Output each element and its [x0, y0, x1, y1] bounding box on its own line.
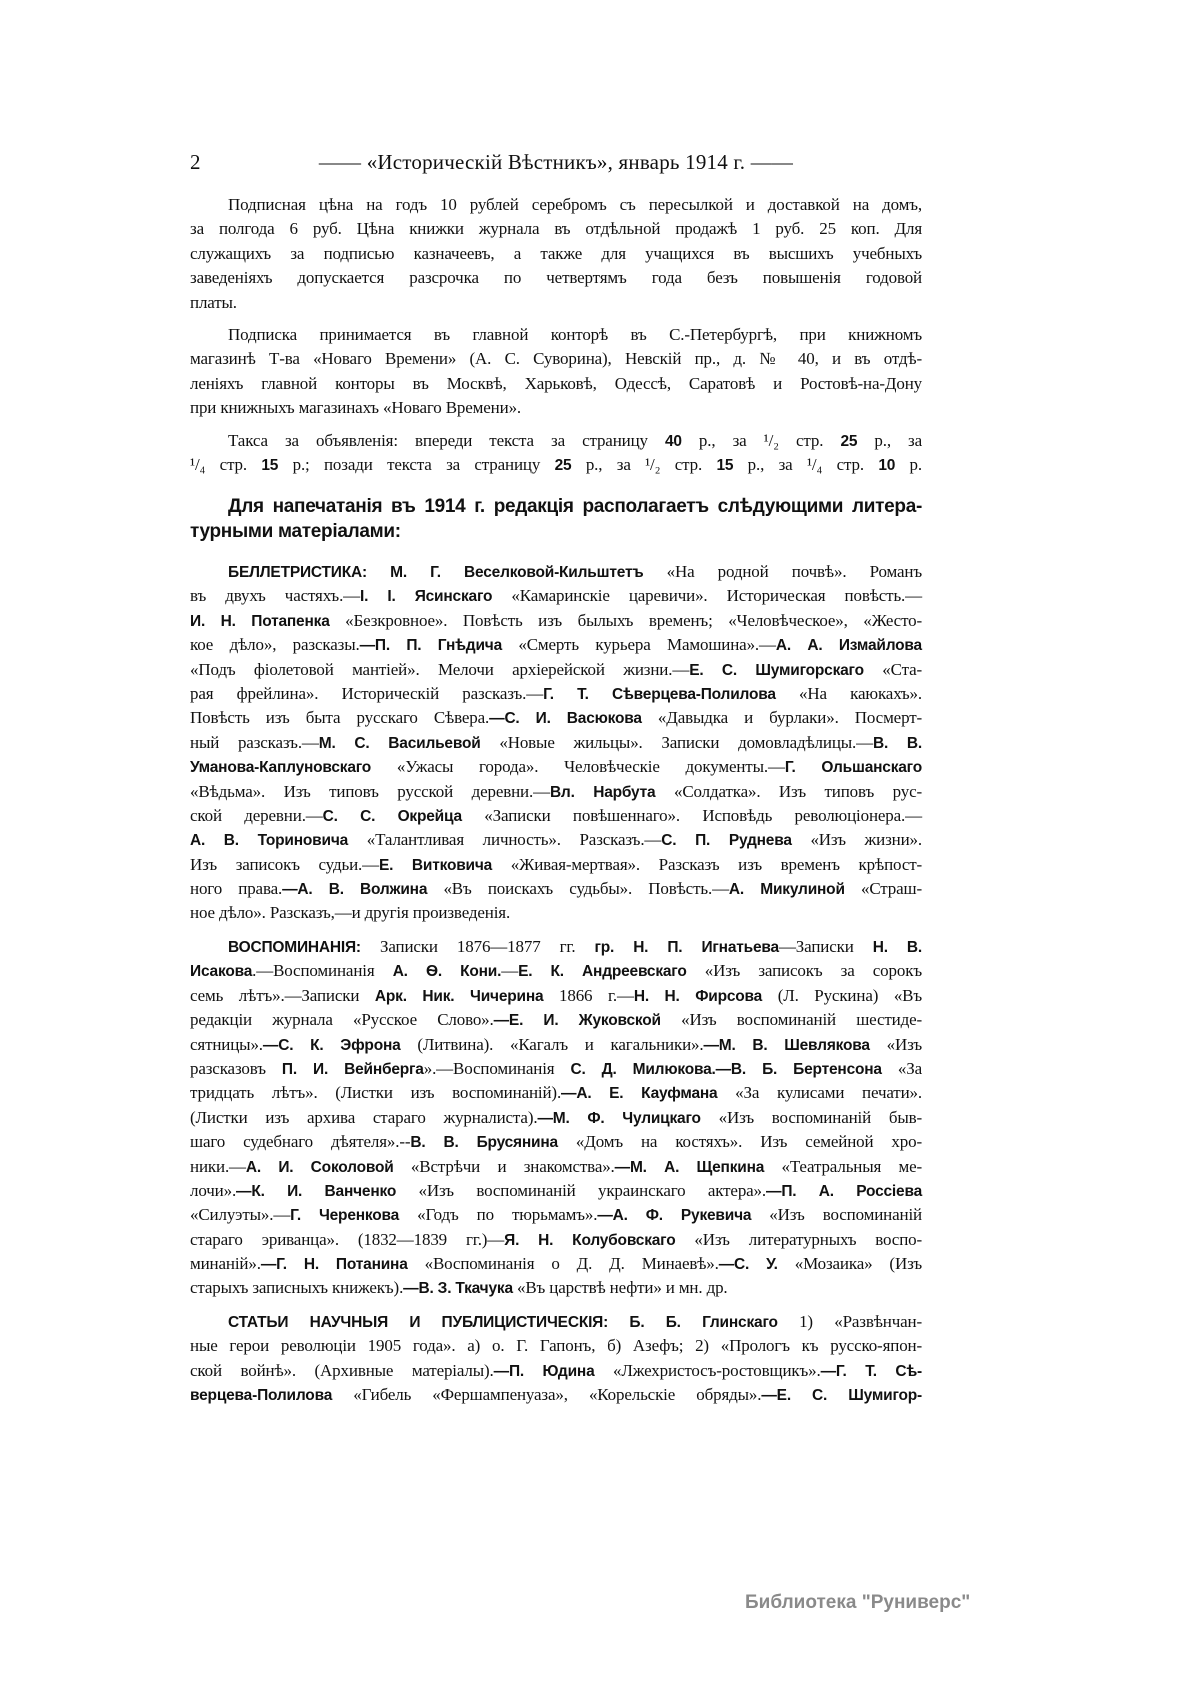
running-header [190, 150, 922, 180]
text: (Литвина). «Кагалъ и кагальники». [400, 1034, 704, 1054]
text-line [190, 429, 922, 453]
bold-text: 10 [878, 457, 896, 475]
text-line [190, 780, 922, 804]
text: стараго эриванца». (1832—1839 гг.)— [190, 1229, 505, 1249]
bold-text: Г. Ольшанскаго [784, 759, 922, 777]
bold-text: В. В. Брусянина [410, 1134, 558, 1152]
text-line [190, 877, 922, 901]
bold-text: Е. К. Андреевскаго [518, 963, 687, 981]
paragraph-ad-rates [190, 429, 922, 478]
page-number: 2 [190, 150, 201, 174]
text: «Изъ литературныхъ воспо- [675, 1229, 923, 1249]
bold-text: П. И. Вейнберга [281, 1060, 424, 1078]
text: въ двухъ частяхъ.— [190, 586, 361, 606]
text: кое дѣло», разсказы. [190, 635, 360, 655]
text-line [190, 609, 922, 633]
text-line [190, 1252, 922, 1276]
text: «Страш- [844, 879, 922, 899]
text: 1) «Развѣнчан- [777, 1312, 922, 1331]
text: «Изъ записокъ за сорокъ [686, 961, 922, 981]
text: «На родной почвѣ». Романъ [643, 562, 922, 581]
bold-text: С. Д. Милюкова.—В. Б. Бертенсона [570, 1060, 882, 1078]
text: «Силуэты».— [190, 1205, 291, 1225]
text: «Изъ воспоминаній украинскаго актера». [396, 1180, 767, 1200]
text: «За [881, 1058, 922, 1078]
text: 1866 г.— [543, 985, 634, 1005]
bold-text: Н. Н. Фирсова [633, 987, 763, 1005]
text: «Изъ воспоминаній [751, 1205, 922, 1225]
text: минаній». [190, 1254, 261, 1274]
text: «Встрѣчи и знакомства». [393, 1156, 615, 1176]
text: Записки 1876—1877 гг. [360, 937, 595, 956]
text-line [190, 217, 922, 241]
bold-text: —М. А. Щепкина [614, 1158, 765, 1176]
bold-text: —К. И. Ванченко [236, 1182, 397, 1200]
text: при книжныхъ магазинахъ «Новаго Времени». [190, 398, 522, 418]
text-line [190, 1334, 922, 1358]
text-line [190, 1179, 922, 1203]
text-line [190, 1130, 922, 1154]
bold-text: А. Микулиной [728, 881, 845, 899]
bold-text: —П. П. Гнѣдича [359, 637, 502, 655]
text: «За кулисами печати». [717, 1083, 922, 1103]
text-line [190, 560, 922, 584]
text: «Талантливая личность». Разсказъ.— [348, 830, 662, 850]
text: ные герои революціи 1905 года». а) о. Г. Гапонъ, б) Азефъ; 2) «Прологъ къ русско-япон- [190, 1336, 922, 1356]
paragraph-subscription-offices [190, 323, 922, 421]
paragraph-articles [190, 1310, 922, 1408]
bold-text: ВОСПОМИНАНІЯ: [228, 939, 361, 956]
bold-text: —С. К. Эфрона [262, 1036, 401, 1054]
text: —Записки [778, 937, 873, 956]
text: разсказовъ [190, 1058, 282, 1078]
paragraph-memoirs [190, 935, 922, 1301]
text-line [190, 1155, 922, 1179]
text-line [190, 1008, 922, 1032]
bold-text: Г. Т. Сѣверцева-Полилова [543, 685, 776, 703]
text: р., за ¹/₂ стр. [681, 431, 841, 450]
text: Подписка принимается въ главной конторѣ въ С.-Петербургѣ, при книжномъ [228, 325, 922, 344]
text: «Годъ по тюрьмамъ». [399, 1205, 598, 1225]
text: ный разсказъ.— [190, 732, 319, 752]
text-line [190, 804, 922, 828]
bold-text: А. А. Измайлова [775, 637, 922, 655]
text: «Въ поискахъ судьбы». Повѣсть.— [427, 879, 729, 899]
text: Для напечатанія въ 1914 г. редакція располагаетъ слѣдующими литера- [228, 496, 922, 517]
text: «Домъ на костяхъ». Изъ семейной хро- [557, 1132, 922, 1152]
bold-text: гр. Н. П. Игнатьева [594, 939, 779, 956]
text: ное дѣло». Разсказъ,—и другія произведенія. [190, 903, 511, 923]
bold-text: —А. Е. Кауфмана [561, 1085, 718, 1103]
bold-text: А. И. Соколовой [245, 1158, 394, 1176]
text-line [190, 291, 922, 315]
text-line [190, 1106, 922, 1130]
text: «Въ царствѣ нефти» и мн. др. [512, 1278, 728, 1298]
bold-text: —А. Ф. Рукевича [597, 1207, 752, 1225]
text: «Давыдка и бурлаки». Посмерт- [641, 708, 922, 728]
text: «Вѣдьма». Изъ типовъ русской деревни.— [190, 781, 550, 801]
text-line [190, 1276, 922, 1300]
text-line [190, 731, 922, 755]
bold-text: С. С. Окрейца [322, 807, 462, 825]
text-line [190, 584, 922, 608]
bold-text: —С. И. Васюкова [489, 710, 642, 728]
bold-text: —В. З. Ткачука [403, 1280, 513, 1298]
text: рая фрейлина». Историческій разсказъ.— [190, 683, 544, 703]
text: «Живая-мертвая». Разсказъ изъ временъ крѣпост- [492, 854, 923, 874]
bold-text: —П. Юдина [493, 1362, 595, 1380]
text-line [190, 755, 922, 779]
bold-text: Я. Н. Колубовскаго [504, 1231, 676, 1249]
bold-text: 40 [665, 433, 682, 450]
text: магазинѣ Т-ва «Новаго Времени» (А. С. Суворина), Невскій пр., д. № 40, и въ отдѣ- [190, 349, 922, 369]
text-line [190, 853, 922, 877]
bold-text: верцева-Полилова [190, 1387, 333, 1405]
text: семь лѣтъ».—Записки [190, 985, 375, 1005]
bold-text: А. Ѳ. Кони. [392, 963, 502, 981]
library-watermark: Библиотека "Руниверс" [745, 1592, 971, 1613]
text: р. [895, 455, 922, 475]
text: — [501, 961, 519, 981]
bold-text: В. В. [873, 734, 922, 752]
text: «Изъ воспоминаній шестиде- [660, 1010, 922, 1030]
text: старыхъ записныхъ книжекъ). [190, 1278, 404, 1298]
bold-text: 25 [554, 457, 572, 475]
text-line [190, 453, 922, 477]
text: платы. [190, 292, 237, 312]
text: за полгода 6 руб. Цѣна книжки журнала въ отдѣльной продажѣ 1 руб. 25 коп. Для [190, 219, 922, 239]
text: «Изъ [869, 1034, 923, 1054]
text: «Новые жильцы». Записки домовладѣлицы.— [480, 732, 873, 752]
text: «Ужасы города». Человѣческіе документы.— [371, 757, 785, 777]
bold-text: —М. Ф. Чулицкаго [537, 1109, 701, 1127]
text-line [190, 633, 922, 657]
text-line [190, 959, 922, 983]
bold-text: А. В. Ториновича [190, 832, 349, 850]
bold-text: —Г. Т. Сѣ- [820, 1362, 923, 1380]
text-line [190, 396, 922, 420]
text: Изъ записокъ судьи.— [190, 854, 379, 874]
text: «Лжехристосъ-ростовщикъ». [594, 1360, 821, 1380]
bold-text: 15 [716, 457, 734, 475]
bold-text: Исакова [190, 963, 253, 981]
bold-text: Арк. Ник. Чичерина [374, 987, 544, 1005]
text-line [190, 1203, 922, 1227]
text: ».—Воспоминанія [423, 1058, 571, 1078]
text: служащихъ за подписью казначеевъ, а также для учащихся въ высшихъ учебныхъ [190, 243, 922, 263]
bold-text: Е. С. Шумигорскаго [689, 661, 864, 679]
bold-text: Уманова-Каплуновскаго [190, 759, 372, 777]
text: «Изъ жизни». [791, 830, 922, 850]
text: «Мозаика» (Изъ [777, 1254, 922, 1274]
text-line [190, 658, 922, 682]
text: «Солдатка». Изъ типовъ рус- [655, 781, 922, 801]
text-line [190, 1359, 922, 1383]
bold-text: 15 [261, 457, 279, 475]
text: (Листки изъ архива стараго журналиста). [190, 1107, 538, 1127]
paragraph-subscription-price [190, 193, 922, 315]
text-line [190, 494, 922, 519]
text-line [190, 1033, 922, 1057]
text: Повѣсть изъ быта русскаго Сѣвера. [190, 708, 490, 728]
bold-text: СТАТЬИ НАУЧНЫЯ И ПУБЛИЦИСТИЧЕСКІЯ: Б. Б. Глинскаго [228, 1314, 778, 1331]
text: «Безкровное». Повѣсть изъ былыхъ временъ; «Человѣческое», «Жесто- [329, 610, 922, 630]
text: тридцать лѣтъ». (Листки изъ воспоминаній). [190, 1083, 562, 1103]
text-line [190, 519, 922, 544]
bold-text: Г. Черенкова [290, 1207, 400, 1225]
text: «Записки повѣшеннаго». Исповѣдь революціонера.— [461, 805, 922, 825]
text: редакціи журнала «Русское Слово». [190, 1010, 494, 1030]
text-line [190, 1081, 922, 1105]
text: ской войнѣ». (Архивные матеріалы). [190, 1360, 494, 1380]
bold-text: —Г. Н. Потанина [260, 1256, 408, 1274]
text: .—Воспоминанія [252, 961, 393, 981]
text: шаго судебнаго дѣятеля».-- [190, 1132, 411, 1152]
text-line [190, 682, 922, 706]
text: «Театральныя ме- [764, 1156, 923, 1176]
text: р.; позади текста за страницу [278, 455, 555, 475]
text-line [190, 828, 922, 852]
bold-text: М. С. Васильевой [318, 734, 481, 752]
text: «Смерть курьера Мамошина».— [502, 635, 776, 655]
text-line [190, 1310, 922, 1334]
text: заведеніяхъ допускается разсрочка по четвертямъ года безъ повышенія годовой [190, 268, 922, 288]
text: «Изъ воспоминаній быв- [700, 1107, 923, 1127]
text-line [190, 901, 922, 925]
bold-text: —А. В. Волжина [282, 881, 428, 899]
text: «Ста- [863, 659, 922, 679]
text-line [190, 266, 922, 290]
text-line [190, 242, 922, 266]
bold-text: Е. Витковича [378, 856, 493, 874]
text-line [190, 984, 922, 1008]
bold-text: Вл. Нарбута [549, 783, 656, 801]
text: Такса за объявленія: впереди текста за страницу [228, 431, 665, 450]
text-line [190, 372, 922, 396]
text: «На каюкахъ». [775, 683, 922, 703]
bold-text: И. Н. Потапенка [190, 612, 330, 630]
running-title: —— «Историческій Вѣстникъ», январь 1914 г. —— [318, 150, 794, 174]
text: «Гибель «Фершампенуаза», «Корельскіе обряды». [332, 1385, 762, 1405]
text: (Л. Рускина) «Въ [762, 985, 922, 1005]
text: леніяхъ главной конторы въ Москвѣ, Харьковѣ, Одессѣ, Саратовѣ и Ростовѣ-на-Дону [190, 373, 922, 393]
paragraph-belles-lettres [190, 560, 922, 926]
text: р., за [857, 431, 922, 450]
text-line [190, 935, 922, 959]
text: турными матеріалами: [190, 521, 401, 542]
text: «Камаринскіе царевичи». Историческая повѣсть.— [492, 586, 923, 606]
text: ного права. [190, 879, 283, 899]
text: ¹/₄ стр. [190, 455, 262, 475]
text: р., за ¹/₄ стр. [733, 455, 879, 475]
bold-text: —С. У. [718, 1256, 778, 1274]
bold-text: —Е. С. Шумигор- [761, 1387, 923, 1405]
text-line [190, 1057, 922, 1081]
text: лочи». [190, 1180, 237, 1200]
bold-text: І. І. Ясинскаго [360, 588, 493, 606]
text: «Воспоминанія о Д. Д. Минаевѣ». [407, 1254, 719, 1274]
bold-text: —М. В. Шевлякова [703, 1036, 870, 1054]
text: «Подъ фіолетовой мантіей». Мелочи архіерейской жизни.— [190, 659, 690, 679]
bold-text: Н. В. [872, 939, 922, 956]
text-line [190, 706, 922, 730]
text: ской деревни.— [190, 805, 323, 825]
bold-text: —Е. И. Жуковской [493, 1012, 661, 1030]
text-line [190, 347, 922, 371]
text: ники.— [190, 1156, 246, 1176]
bold-text: —П. А. Россіева [766, 1182, 922, 1200]
bold-text: С. П. Руднева [661, 832, 792, 850]
bold-text: 25 [840, 433, 858, 450]
paragraph-materials-heading [190, 494, 922, 544]
text-line [190, 323, 922, 347]
text-line [190, 193, 922, 217]
text-line [190, 1228, 922, 1252]
bold-text: БЕЛЛЕТРИСТИКА: М. Г. Веселковой-Кильштетъ [228, 564, 644, 581]
text: сятницы». [190, 1034, 263, 1054]
text-line [190, 1383, 922, 1407]
text: Подписная цѣна на годъ 10 рублей серебромъ съ пересылкой и доставкой на домъ, [228, 195, 922, 214]
text: р., за ¹/₂ стр. [571, 455, 717, 475]
